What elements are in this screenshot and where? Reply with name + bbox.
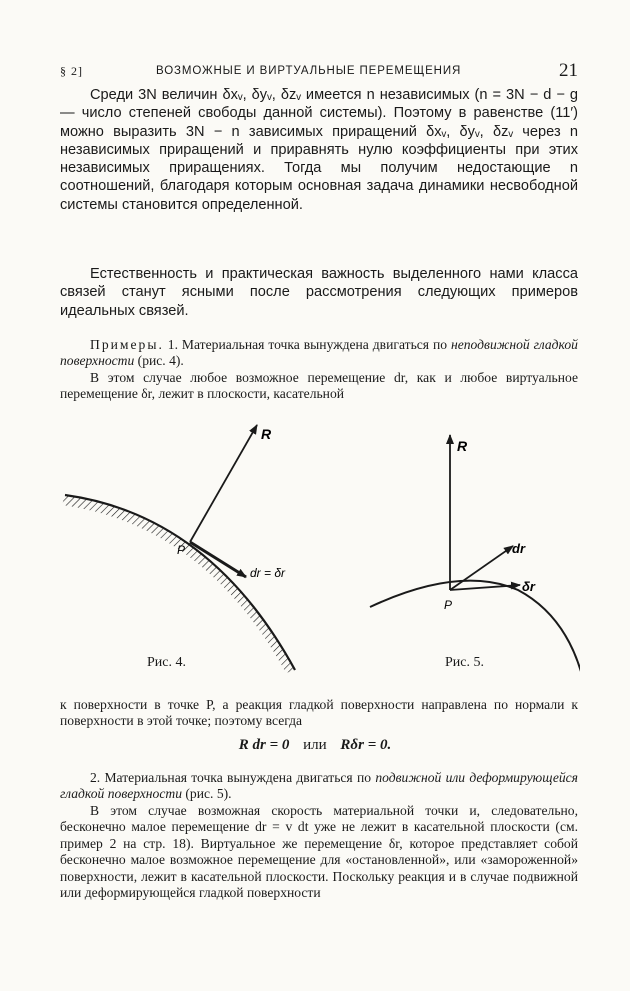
figure-5-caption: Рис. 5. [445,655,484,670]
fig5-label-R: R [457,438,468,454]
page-number: 21 [559,60,578,81]
example-1-ref: (рис. 4). [134,353,184,369]
paragraph-moving-surface: В этом случае возможная скорость материальной точки и, следовательно, бесконечно малое перемещение dr = v dt уже не лежит в касательной плоскости (см. пример 2 на стр. 18). Виртуальное же перемещение δr, которое представляет собой бесконечно малое возможное перемещение для «остановленной», или «замороженной» поверхности, лежит в касательной плоскости. Поскольку реакция и в случае подвижной или деформирующейся гладкой поверхности [60,803,578,901]
example-2-text: 2. Материальная точка вынуждена двигаться по [90,770,376,785]
paragraph-normal-reaction: к поверхности в точке P, а реакция гладкой поверхности направлена по нормали к поверхности в этой точке; поэтому всегда [60,697,578,729]
fig4-label-R: R [261,426,272,442]
fig5-label-delta-r: δr [522,579,535,594]
examples-label: Примеры. [90,337,164,352]
example-2-ref: (рис. 5). [182,786,232,802]
fig4-label-dr: dr = δr [250,566,286,580]
fig4-reaction-arrow [190,425,257,542]
figures-svg [60,405,580,695]
fig4-surface [65,495,295,670]
paragraph-example-1 [60,337,578,370]
figure-4 [62,425,295,673]
paragraph-tangent-plane: В этом случае любое возможное перемещение dr, как и любое виртуальное перемещение δr, лежит в плоскости, касательной [60,370,578,402]
section-marker: § 2] [60,64,83,78]
paragraph-example-2 [60,770,578,803]
paragraph-independent-increments: Среди 3N величин δxᵥ, δyᵥ, δzᵥ имеется n независимых (n = 3N − d − g — число степеней свободы данной системы). Поэтому в равенстве (11′) можно выразить 3N − n зависимых приращений δxᵥ, δyᵥ, δzᵥ через n независимых приращений и приравнять нулю коэффициенты при этих независимых приращениях. Тогда мы получим недостающие n соотношений, благодаря которым основная задача динамики несвободной системы становится определенной. [60,87,578,213]
formula-ideal-constraint [0,737,630,754]
fig4-hatching [62,495,295,673]
paragraph-ideal-constraints: Естественность и практическая важность выделенного нами класса связей станут ясными после рассмотрения следующих примеров идеальных связей. [60,266,578,319]
running-header [60,62,578,86]
fig5-dr-arrow [450,546,513,590]
example-1-text: 1. Материальная точка вынуждена двигаться по [163,337,451,352]
formula-right: Rδr = 0. [340,737,392,753]
formula-separator: или [303,737,327,753]
formula-left: R dr = 0 [238,737,290,753]
fig5-label-dr: dr [512,541,525,556]
example-2-italic: подвижной или деформирующейся гладкой поверхности [60,770,578,802]
figure-4-caption: Рис. 4. [147,655,186,670]
fig4-label-P: P [177,543,186,557]
figures-area [60,405,580,695]
example-1-italic: неподвижной гладкой поверхности [60,337,578,369]
header-title: ВОЗМОЖНЫЕ И ВИРТУАЛЬНЫЕ ПЕРЕМЕЩЕНИЯ [156,65,462,77]
fig5-label-P: P [444,598,453,612]
figure-5 [370,435,580,675]
